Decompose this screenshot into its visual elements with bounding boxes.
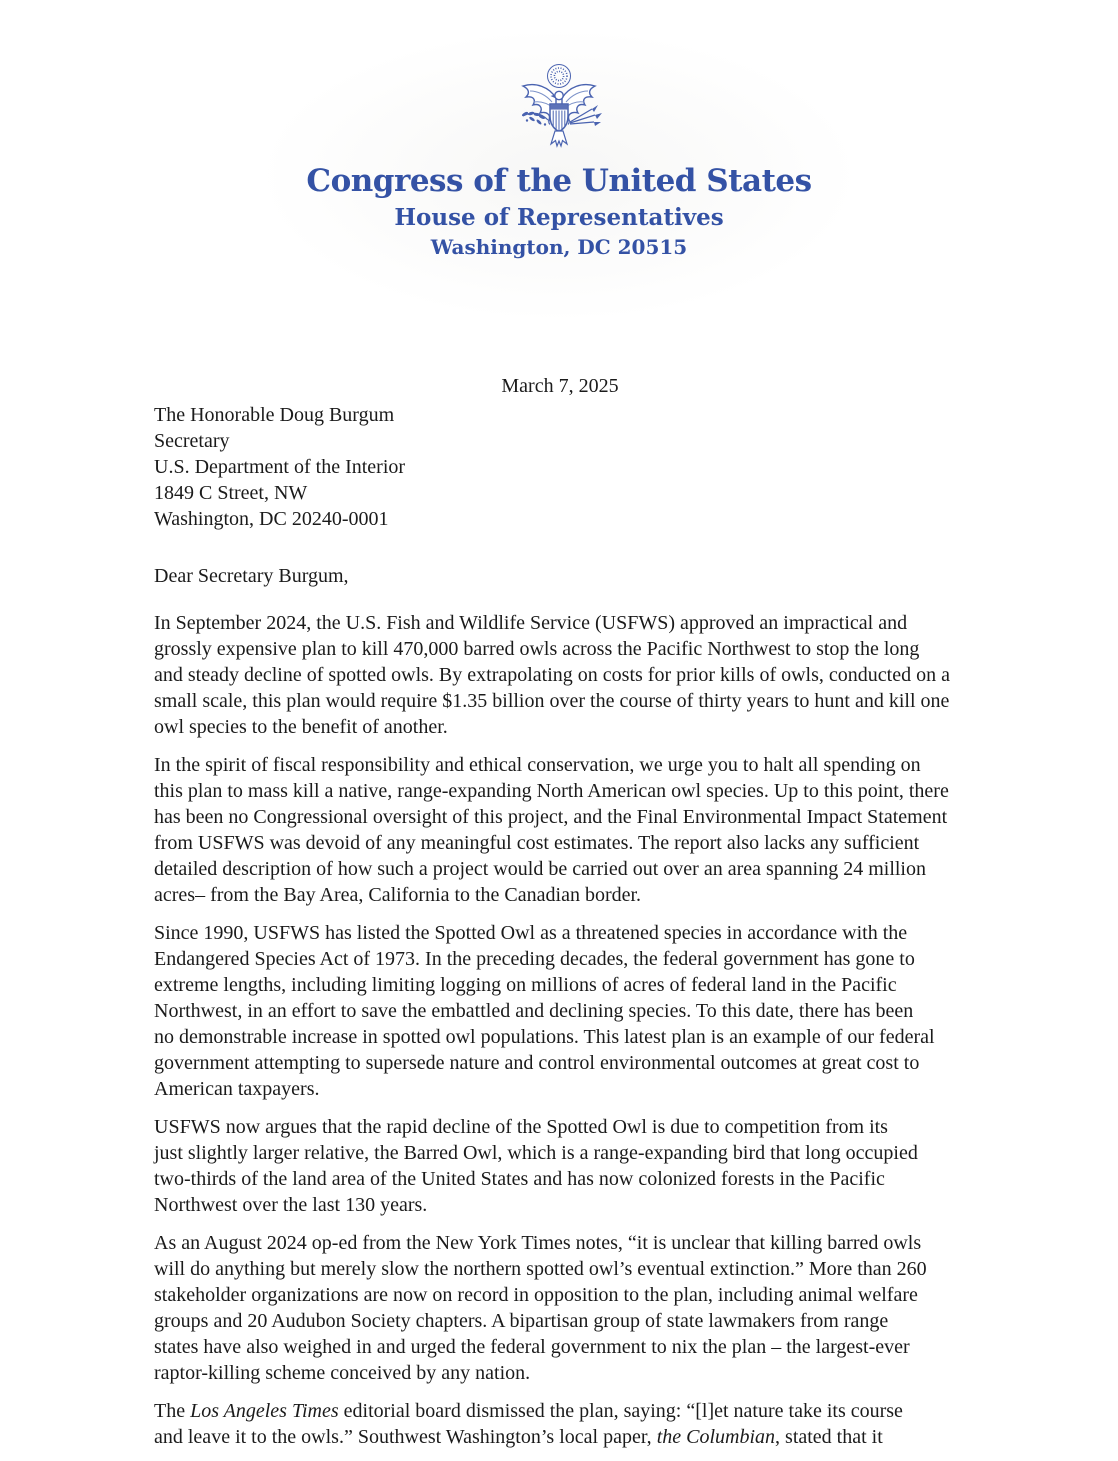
- recipient-line: 1849 C Street, NW: [154, 482, 308, 504]
- letter-line: no demonstrable increase in spotted owl populations. This latest plan is an example of our federal: [154, 1026, 935, 1048]
- letter-line: The Los Angeles Times editorial board dismissed the plan, saying: “[l]et nature take its course: [154, 1400, 903, 1422]
- recipient-line: The Honorable Doug Burgum: [154, 404, 395, 426]
- recipient-line: U.S. Department of the Interior: [154, 456, 406, 478]
- letter-body: [154, 610, 1014, 1450]
- letter-paragraph: [154, 610, 1014, 740]
- letter-paragraph: [154, 752, 1014, 908]
- letterhead: [0, 0, 1118, 259]
- letter-line: states have also weighed in and urged the federal government to nix the plan – the largest-ever: [154, 1336, 910, 1358]
- letter-content: [154, 373, 1014, 1450]
- recipient-address: [154, 402, 1014, 532]
- letter-line: extreme lengths, including limiting logging on millions of acres of federal land in the Pacific: [154, 974, 897, 996]
- letter-line: and steady decline of spotted owls. By extrapolating on costs for prior kills of owls, conducted on a: [154, 664, 950, 686]
- letter-line: groups and 20 Audubon Society chapters. A bipartisan group of state lawmakers from range: [154, 1310, 889, 1332]
- salutation: Dear Secretary Burgum,: [154, 565, 349, 587]
- letter-line: will do anything but merely slow the northern spotted owl’s eventual extinction.” More than 260: [154, 1258, 927, 1280]
- letterhead-organization: Congress of the United States: [306, 163, 812, 199]
- letter-line: acres– from the Bay Area, California to the Canadian border.: [154, 884, 642, 906]
- letter-line: In the spirit of fiscal responsibility and ethical conservation, we urge you to halt all spending on: [154, 754, 921, 776]
- letter-line: has been no Congressional oversight of this project, and the Final Environmental Impact Statement: [154, 806, 948, 828]
- letter-line: small scale, this plan would require $1.35 billion over the course of thirty years to hunt and kill one: [154, 690, 950, 712]
- recipient-line: Washington, DC 20240-0001: [154, 508, 389, 530]
- letter-line: American taxpayers.: [154, 1078, 320, 1100]
- letterhead-address: Washington, DC 20515: [430, 235, 688, 259]
- letter-line: raptor-killing scheme conceived by any nation.: [154, 1362, 531, 1384]
- letter-line: two-thirds of the land area of the United States and has now colonized forests in the Pacific: [154, 1168, 885, 1190]
- letter-line: Endangered Species Act of 1973. In the preceding decades, the federal government has gone to: [154, 948, 915, 970]
- letterhead-chamber: House of Representatives: [394, 204, 724, 231]
- great-seal-icon: [512, 62, 606, 162]
- letter-date: March 7, 2025: [501, 375, 619, 397]
- letter-line: stakeholder organizations are now on record in opposition to the plan, including animal welfare: [154, 1284, 918, 1306]
- letter-paragraph: [154, 1230, 1014, 1386]
- letter-line: As an August 2024 op-ed from the New York Times notes, “it is unclear that killing barred owls: [154, 1232, 922, 1254]
- recipient-line: Secretary: [154, 430, 230, 452]
- letter-line: just slightly larger relative, the Barred Owl, which is a range-expanding bird that long occupied: [154, 1142, 918, 1164]
- letter-paragraph: [154, 920, 1014, 1102]
- letter-line: owl species to the benefit of another.: [154, 716, 448, 738]
- letter-line: Northwest over the last 130 years.: [154, 1194, 428, 1216]
- letter-line: from USFWS was devoid of any meaningful cost estimates. The report also lacks any sufficient: [154, 832, 920, 854]
- letter-line: government attempting to supersede nature and control environmental outcomes at great cost to: [154, 1052, 920, 1074]
- letter-line: Since 1990, USFWS has listed the Spotted Owl as a threatened species in accordance with the: [154, 922, 908, 944]
- letter-line: In September 2024, the U.S. Fish and Wildlife Service (USFWS) approved an impractical and: [154, 612, 908, 634]
- letter-line: detailed description of how such a project would be carried out over an area spanning 24 million: [154, 858, 926, 880]
- letter-line: this plan to mass kill a native, range-expanding North American owl species. Up to this point, there: [154, 780, 949, 802]
- letter-line: and leave it to the owls.” Southwest Washington’s local paper, the Columbian, stated that it: [154, 1426, 883, 1448]
- letter-line: USFWS now argues that the rapid decline of the Spotted Owl is due to competition from its: [154, 1116, 888, 1138]
- letter-line: grossly expensive plan to kill 470,000 barred owls across the Pacific Northwest to stop the long: [154, 638, 920, 660]
- letter-paragraph: [154, 1398, 1014, 1450]
- letter-paragraph: [154, 1114, 1014, 1218]
- letter-line: Northwest, in an effort to save the embattled and declining species. To this date, there has been: [154, 1000, 914, 1022]
